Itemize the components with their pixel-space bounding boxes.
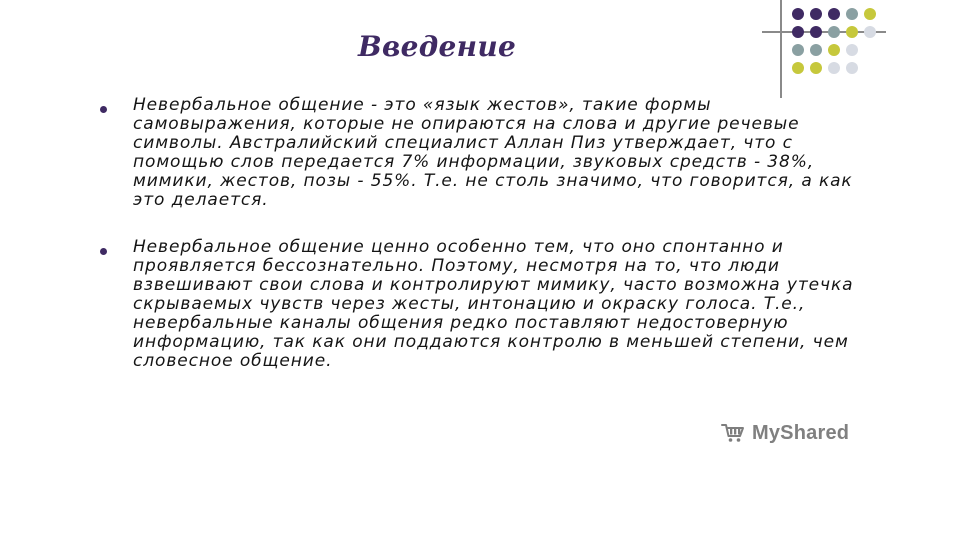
decor-dot — [846, 26, 858, 38]
myshared-watermark — [720, 420, 849, 446]
decor-dot — [792, 62, 804, 74]
watermark-text: MyShared — [752, 421, 850, 444]
decorative-vertical-line — [780, 0, 782, 98]
decor-dot — [828, 8, 840, 20]
bullet-item — [96, 238, 856, 371]
cart-icon — [720, 422, 746, 444]
bullet-icon — [100, 248, 107, 255]
decor-dot — [792, 8, 804, 20]
decor-dot — [810, 62, 822, 74]
decor-dot — [846, 44, 858, 56]
decor-dot — [864, 26, 876, 38]
bullet-text: Невербальное общение - это «язык жестов», такие формы самовыражения, которые не опираются на слова и другие речевые символы. Австралийский специалист Аллан Пиз утверждает, что с помощью слов передается 7% информации, звуковых средств - 38%, мимики, жестов, позы - 55%. Т.е. не столь значимо, что говорится, а как это делается. — [133, 95, 853, 210]
decor-dot — [828, 26, 840, 38]
decor-dot — [828, 44, 840, 56]
bullet-icon — [100, 106, 107, 113]
decor-dot — [828, 62, 840, 74]
decorative-dot-grid — [792, 8, 882, 88]
bullet-item — [96, 96, 856, 210]
slide-body — [96, 96, 856, 371]
decor-dot — [810, 44, 822, 56]
bullet-text: Невербальное общение ценно особенно тем, что оно спонтанно и проявляется бессознательно. Поэтому, несмотря на то, что люди взвешивают свои слова и контролируют мимику, часто возможна утечка скрываемых чувств через жесты, интонацию и окраску голоса. Т.е., невербальные каналы общения редко поставляют недостоверную информацию, так как они поддаются контролю в меньшей степени, чем словесное общение. — [133, 237, 854, 371]
decor-dot — [810, 26, 822, 38]
decor-dot — [792, 26, 804, 38]
decor-dot — [846, 8, 858, 20]
decor-dot — [792, 44, 804, 56]
slide-title: Введение — [358, 30, 517, 63]
decor-dot — [864, 8, 876, 20]
decor-dot — [846, 62, 858, 74]
decor-dot — [810, 8, 822, 20]
